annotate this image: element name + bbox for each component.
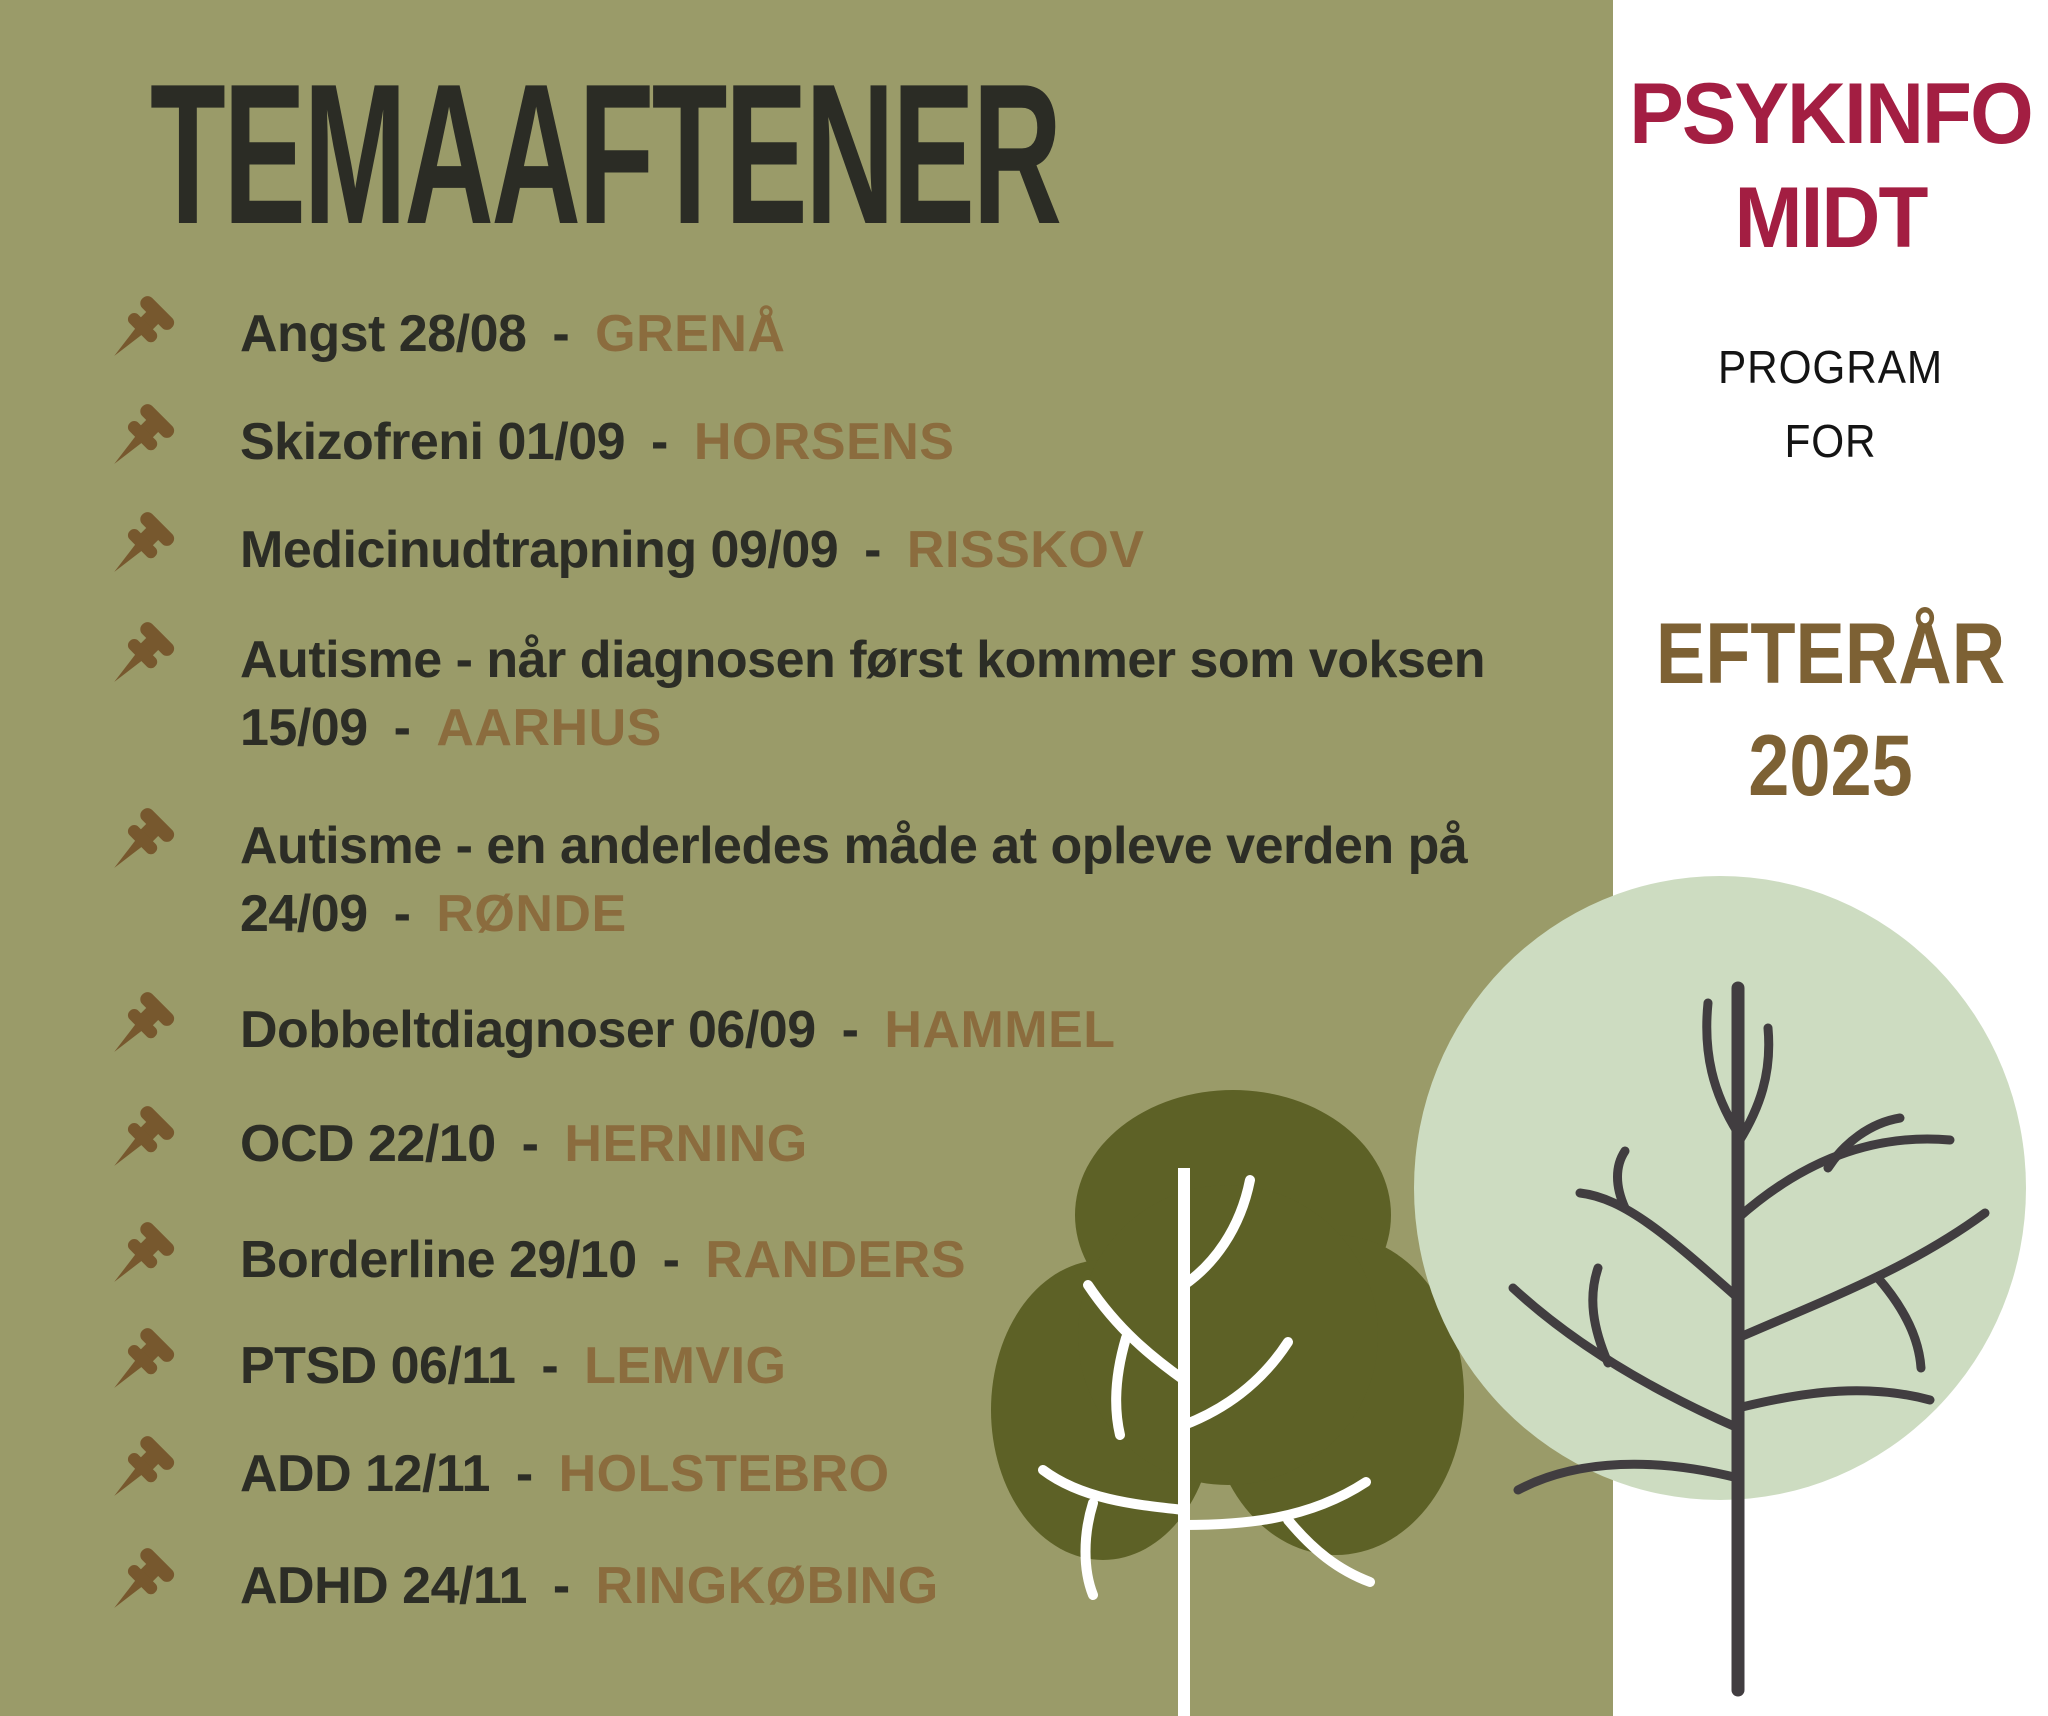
event-title: Autisme - når diagnosen først kommer som voksen [240,631,1486,689]
dash-separator: - [864,521,881,579]
event-title: Skizofreni [240,413,484,471]
event-city: RANDERS [705,1231,967,1289]
list-item [100,1226,1620,1294]
event-city: AARHUS [436,699,662,757]
right-column [1613,0,2048,1716]
list-item [100,1332,1620,1400]
event-city: HOLSTEBRO [558,1445,890,1503]
event-city: GRENÅ [595,305,786,363]
event-city: RISSKOV [906,521,1145,579]
page-title: TEMAAFTENER [150,43,1060,266]
pushpin-icon [114,1218,178,1288]
event-title: ADD [240,1445,352,1503]
org-line-1: PSYKINFO [1629,66,2032,162]
event-date: 24/09 [240,885,368,943]
event-title: Autisme - en anderledes måde at opleve verden på [240,817,1468,875]
pushpin-icon [114,508,178,578]
event-city: HORSENS [693,413,955,471]
event-date: 06/11 [390,1337,516,1395]
dash-separator: - [662,1231,680,1289]
program-line-1: PROGRAM [1717,341,1944,393]
pushpin-icon [114,1324,178,1394]
event-date: 09/09 [710,521,839,579]
event-title: Borderline [240,1231,496,1289]
event-title: OCD [240,1115,355,1173]
pushpin-icon [114,988,178,1058]
dash-separator: - [552,1557,570,1615]
event-city: LEMVIG [584,1337,787,1395]
list-item [100,996,1620,1064]
organization-name [1624,62,2037,270]
season-line-2: 2025 [1748,718,1913,814]
pushpin-icon [114,292,178,362]
dash-separator: - [521,1115,539,1173]
event-title: ADHD [240,1557,389,1615]
pushpin-icon [114,1102,178,1172]
list-item [100,812,1620,948]
event-date: 06/09 [687,1001,816,1059]
list-item [100,300,1620,368]
list-item [100,626,1620,762]
dash-separator: - [515,1445,533,1503]
event-title: Medicinudtrapning [240,521,697,579]
event-title: Dobbeltdiagnoser [240,1001,675,1059]
list-item [100,516,1620,584]
program-line-2: FOR [1784,415,1877,467]
pushpin-icon [114,400,178,470]
pushpin-icon [114,618,178,688]
pushpin-icon [114,1544,178,1614]
dash-separator: - [393,699,411,757]
event-date: 15/09 [240,699,368,757]
pushpin-icon [114,804,178,874]
event-city: RØNDE [436,885,627,943]
event-date: 24/11 [402,1557,527,1615]
event-date: 22/10 [368,1115,496,1173]
event-date: 28/08 [398,305,527,363]
dash-separator: - [841,1001,859,1059]
dash-separator: - [651,413,668,471]
list-item [100,408,1620,476]
list-item [100,1552,1620,1620]
event-title: PTSD [240,1337,377,1395]
event-city: RINGKØBING [595,1557,939,1615]
event-title: Angst [240,305,385,363]
org-line-2: MIDT [1734,170,1927,266]
event-date: 12/11 [365,1445,490,1503]
dash-separator: - [552,305,570,363]
dash-separator: - [393,885,411,943]
event-city: HAMMEL [884,1001,1116,1059]
event-date: 29/10 [509,1231,637,1289]
season-line-1: EFTERÅR [1655,606,2006,702]
season-label [1643,598,2017,822]
program-label [1630,330,2030,478]
dash-separator: - [541,1337,559,1395]
list-item [100,1110,1620,1178]
event-city: HERNING [564,1115,808,1173]
event-date: 01/09 [497,413,626,471]
list-item [100,1440,1620,1508]
pushpin-icon [114,1432,178,1502]
